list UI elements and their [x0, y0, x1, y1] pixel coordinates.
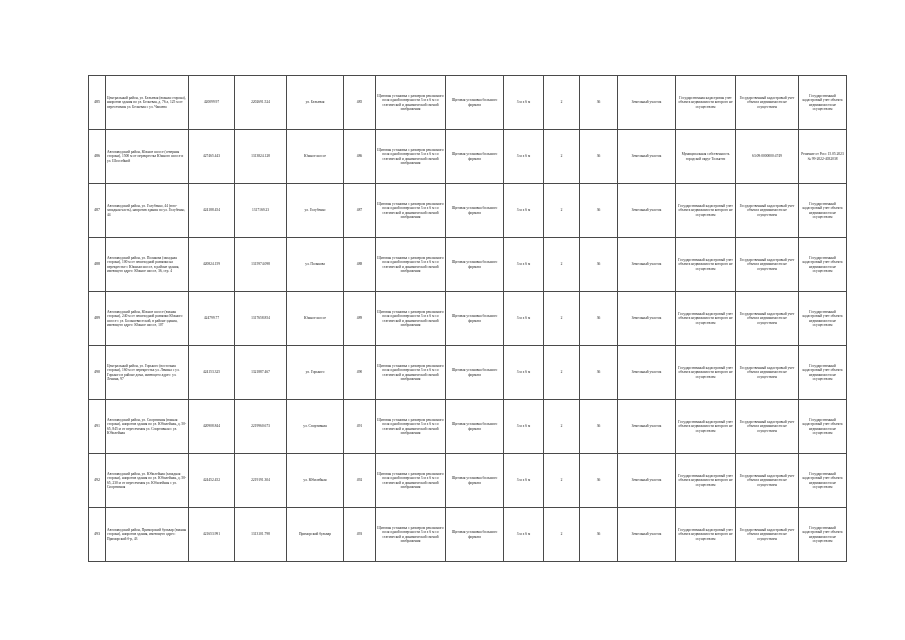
field-size-cell: 3 м х 6 м [504, 184, 544, 238]
cadastral-cell: Государственный кадастровый учет объекта недвижимости не осуществлен [736, 400, 799, 454]
cadastral-cell: Государственный кадастровый учет объекта недвижимости не осуществлен [736, 292, 799, 346]
coord-y-cell: 1321887.467 [235, 346, 287, 400]
table-body [89, 76, 847, 562]
sides-cell: 2 [544, 292, 580, 346]
ad-placement-table [88, 75, 847, 562]
coord-y-cell: 1317658.854 [235, 292, 287, 346]
ownership-cell: Муниципальная собственность городской округ Тольятти [676, 130, 736, 184]
field-size-cell: 3 м х 6 м [504, 292, 544, 346]
table-row [89, 184, 847, 238]
land-cell: Земельный участок [618, 508, 676, 562]
coord-y-cell: 1313824.128 [235, 130, 287, 184]
ownership-cell: Государственный кадастровый учет объекта недвижимости которого не осуществлен [676, 400, 736, 454]
coord-y-cell: 1317169.23 [235, 184, 287, 238]
field-size-cell: 3 м х 6 м [504, 454, 544, 508]
cadastral-cell: Государственный кадастровый учет объекта недвижимости не осуществлен [736, 454, 799, 508]
ownership-cell: Государственный кадастровый учет объекта недвижимости которого не осуществлен [676, 238, 736, 292]
registration-cell: Государственный кадастровый учет объекта недвижимости не осуществлен [799, 508, 847, 562]
structure-type-cell: Щитовая установка большого формата [446, 454, 504, 508]
cadastral-cell: Государственный кадастровый учет объекта недвижимости не осуществлен [736, 238, 799, 292]
registration-cell: Государственный кадастровый учет объекта недвижимости не осуществлен [799, 292, 847, 346]
placement-number-cell: 489 [344, 292, 376, 346]
structure-kind-cell: Щитовая установка с размером рекламного поля одной поверхности 3 м х 6 м со статической и динамической сменой изображения [376, 184, 446, 238]
placement-number-cell: 485 [344, 76, 376, 130]
structure-type-cell: Щитовая установка большого формата [446, 400, 504, 454]
sides-cell: 2 [544, 130, 580, 184]
land-cell: Земельный участок [618, 130, 676, 184]
table-row [89, 454, 847, 508]
structure-kind-cell: Щитовая установка с размером рекламного поля одной поверхности 3 м х 6 м со статической и динамической сменой изображения [376, 76, 446, 130]
address-cell: Центральный район, ул. Горького (восточная сторона), 160 м от перекрестка ул. Ленина с ул. Горького в районе дома, имеющего адрес: ул. Ленина, 97 [106, 346, 189, 400]
cadastral-cell: 63:09:0000000:4749 [736, 130, 799, 184]
registration-cell: Государственный кадастровый учет объекта недвижимости не осуществлен [799, 184, 847, 238]
field-size-cell: 3 м х 6 м [504, 76, 544, 130]
coord-x-cell: 421653.991 [189, 508, 235, 562]
cadastral-cell: Государственный кадастровый учет объекта недвижимости не осуществлен [736, 346, 799, 400]
coord-x-cell: 420824.159 [189, 238, 235, 292]
coord-x-cell: 420908.844 [189, 400, 235, 454]
street-cell: ул. Полякова [287, 238, 344, 292]
row-number: 489 [89, 292, 106, 346]
ownership-cell: Государственная кадастровая учет объекта недвижимости которого не осуществлен [676, 76, 736, 130]
sides-cell: 2 [544, 454, 580, 508]
street-cell: Южное шоссе [287, 292, 344, 346]
registration-cell: Государственный кадастровый учет объекта недвижимости не осуществлен [799, 346, 847, 400]
cadastral-cell: Государственный кадастровый учет объекта недвижимости не осуществлен [736, 508, 799, 562]
coord-y-cell: 2219191.304 [235, 454, 287, 508]
ownership-cell: Государственный кадастровый учет объекта недвижимости которого не осуществлен [676, 454, 736, 508]
area-cell: 36 [580, 346, 618, 400]
address-cell: Автозаводский район, Южное шоссе (южная сторона), 240 м от пешеходной развязки Южного шоссе с ул. Большевистской, в районе здания, имеющего адрес: Южное шоссе, 107 [106, 292, 189, 346]
street-cell: ул. Юбилейная [287, 454, 344, 508]
structure-kind-cell: Щитовая установка с размером рекламного поля одной поверхности 3 м х 6 м со статической и динамической сменой изображения [376, 508, 446, 562]
table-row [89, 508, 847, 562]
address-cell: Автозаводский район, ул. Спортивная (южная сторона), напротив здания по ул. Юбилейная, д. 50-65, 845 м от пересечения ул. Спортивная с ул. Юбилейная [106, 400, 189, 454]
ownership-cell: Государственный кадастровый учет объекта недвижимости которого не осуществлен [676, 346, 736, 400]
address-cell: Автозаводский район, ул. Голубенко, 44 (юго-западная часть), напротив здания по ул. Голубенко, 44 [106, 184, 189, 238]
land-cell: Земельный участок [618, 400, 676, 454]
street-cell: Приморский бульвар [287, 508, 344, 562]
ownership-cell: Государственный кадастровый учет объекта недвижимости которого не осуществлен [676, 508, 736, 562]
area-cell: 36 [580, 238, 618, 292]
structure-kind-cell: Щитовая установка с размером рекламного поля одной поверхности 3 м х 6 м со статической и динамической сменой изображения [376, 346, 446, 400]
field-size-cell: 3 м х 6 м [504, 130, 544, 184]
structure-kind-cell: Щитовая установка с размером рекламного поля одной поверхности 3 м х 6 м со статической и динамической сменой изображения [376, 238, 446, 292]
land-cell: Земельный участок [618, 346, 676, 400]
placement-number-cell: 486 [344, 130, 376, 184]
coord-x-cell: 424153.325 [189, 346, 235, 400]
coord-x-cell: 427465.443 [189, 130, 235, 184]
address-cell: Автозаводский район, ул. Юбилейная (западная сторона), напротив здания по ул. Юбилейная, д. 50-65, 230 м от пересечения ул. Юбилейная с ул. Спортивная [106, 454, 189, 508]
coord-x-cell: 424188.454 [189, 184, 235, 238]
area-cell: 36 [580, 130, 618, 184]
table-row [89, 238, 847, 292]
structure-type-cell: Щитовая установка большого формата [446, 238, 504, 292]
structure-type-cell: Щитовая установка большого формата [446, 508, 504, 562]
registration-cell: Государственный кадастровый учет объекта недвижимости не осуществлен [799, 400, 847, 454]
row-number: 485 [89, 76, 106, 130]
land-cell: Земельный участок [618, 292, 676, 346]
street-cell: ул. Горького [287, 346, 344, 400]
row-number: 487 [89, 184, 106, 238]
table-row [89, 292, 847, 346]
address-cell: Автозаводский район, Приморский бульвар (южная сторона), напротив здания, имеющего адрес: Приморский б-р, 43 [106, 508, 189, 562]
coord-y-cell: 1313101.798 [235, 508, 287, 562]
table-row [89, 400, 847, 454]
field-size-cell: 3 м х 6 м [504, 346, 544, 400]
registration-cell: Государственный кадастровый учет объекта недвижимости не осуществлен [799, 454, 847, 508]
area-cell: 36 [580, 508, 618, 562]
structure-type-cell: Щитовая установка большого формата [446, 184, 504, 238]
field-size-cell: 3 м х 6 м [504, 400, 544, 454]
street-cell: ул. Бельевая [287, 76, 344, 130]
sides-cell: 2 [544, 400, 580, 454]
structure-type-cell: Щитовая установка большого формата [446, 76, 504, 130]
field-size-cell: 3 м х 6 м [504, 508, 544, 562]
placement-number-cell: 490 [344, 346, 376, 400]
address-cell: Автозаводский район, ул. Полякова (западная сторона), 100 м от пешеходной развязки на перекрестке с Южным шоссе, в районе здания, имеющего адрес: Южное шоссе, 36, стр. 4 [106, 238, 189, 292]
row-number: 490 [89, 346, 106, 400]
structure-type-cell: Щитовая установка большого формата [446, 346, 504, 400]
placement-number-cell: 492 [344, 454, 376, 508]
address-cell: Автозаводский район, Южное шоссе (северная сторона), 1500 м от перекрестка Южного шоссе и ул. Шоссейной [106, 130, 189, 184]
structure-kind-cell: Щитовая установка с размером рекламного поля одной поверхности 3 м х 6 м со статической и динамической сменой изображения [376, 130, 446, 184]
coord-y-cell: 1315974.098 [235, 238, 287, 292]
document-page [88, 75, 846, 562]
structure-kind-cell: Щитовая установка с размером рекламного поля одной поверхности 3 м х 6 м со статической и динамической сменой изображения [376, 400, 446, 454]
sides-cell: 2 [544, 508, 580, 562]
row-number: 492 [89, 454, 106, 508]
land-cell: Земельный участок [618, 76, 676, 130]
area-cell: 36 [580, 184, 618, 238]
row-number: 486 [89, 130, 106, 184]
coord-x-cell: 420099.97 [189, 76, 235, 130]
street-cell: ул. Голубенко [287, 184, 344, 238]
table-row [89, 346, 847, 400]
row-number: 491 [89, 400, 106, 454]
table-row [89, 130, 847, 184]
registration-cell: Государственный кадастровый учет объекта недвижимости не осуществлен [799, 76, 847, 130]
land-cell: Земельный участок [618, 238, 676, 292]
street-cell: ул. Спортивная [287, 400, 344, 454]
table-row [89, 76, 847, 130]
placement-number-cell: 493 [344, 508, 376, 562]
structure-type-cell: Щитовая установка большого формата [446, 292, 504, 346]
row-number: 493 [89, 508, 106, 562]
coord-y-cell: 2202691.524 [235, 76, 287, 130]
sides-cell: 2 [544, 184, 580, 238]
area-cell: 36 [580, 454, 618, 508]
area-cell: 36 [580, 292, 618, 346]
land-cell: Земельный участок [618, 184, 676, 238]
address-cell: Центральный район, ул. Бельевая (южная сторона), напротив здания по ул. Бельевая, д. 76 а, 125 м от пересечения ул. Бельевая с ул. Чапаева [106, 76, 189, 130]
field-size-cell: 3 м х 6 м [504, 238, 544, 292]
land-cell: Земельный участок [618, 454, 676, 508]
structure-kind-cell: Щитовая установка с размером рекламного поля одной поверхности 3 м х 6 м со статической и динамической сменой изображения [376, 454, 446, 508]
area-cell: 36 [580, 400, 618, 454]
sides-cell: 2 [544, 76, 580, 130]
cadastral-cell: Государственный кадастровый учет объекта недвижимости не осуществлен [736, 184, 799, 238]
ownership-cell: Государственный кадастровый учет объекта недвижимости которого не осуществлен [676, 184, 736, 238]
street-cell: Южное шоссе [287, 130, 344, 184]
placement-number-cell: 488 [344, 238, 376, 292]
coord-x-cell: 424452.452 [189, 454, 235, 508]
cadastral-cell: Государственный кадастровый учет объекта недвижимости не осуществлен [736, 76, 799, 130]
row-number: 488 [89, 238, 106, 292]
registration-cell: Государственный кадастровый учет объекта недвижимости не осуществлен [799, 238, 847, 292]
sides-cell: 2 [544, 238, 580, 292]
structure-type-cell: Щитовая установка большого формата [446, 130, 504, 184]
ownership-cell: Государственный кадастровый учет объекта недвижимости которого не осуществлен [676, 292, 736, 346]
registration-cell: Решение от Росс 15.05.2023 № 99-2022-4032038 [799, 130, 847, 184]
coord-y-cell: 2219960.673 [235, 400, 287, 454]
area-cell: 36 [580, 76, 618, 130]
structure-kind-cell: Щитовая установка с размером рекламного поля одной поверхности 3 м х 6 м со статической и динамической сменой изображения [376, 292, 446, 346]
placement-number-cell: 491 [344, 400, 376, 454]
sides-cell: 2 [544, 346, 580, 400]
placement-number-cell: 487 [344, 184, 376, 238]
coord-x-cell: 424799.77 [189, 292, 235, 346]
